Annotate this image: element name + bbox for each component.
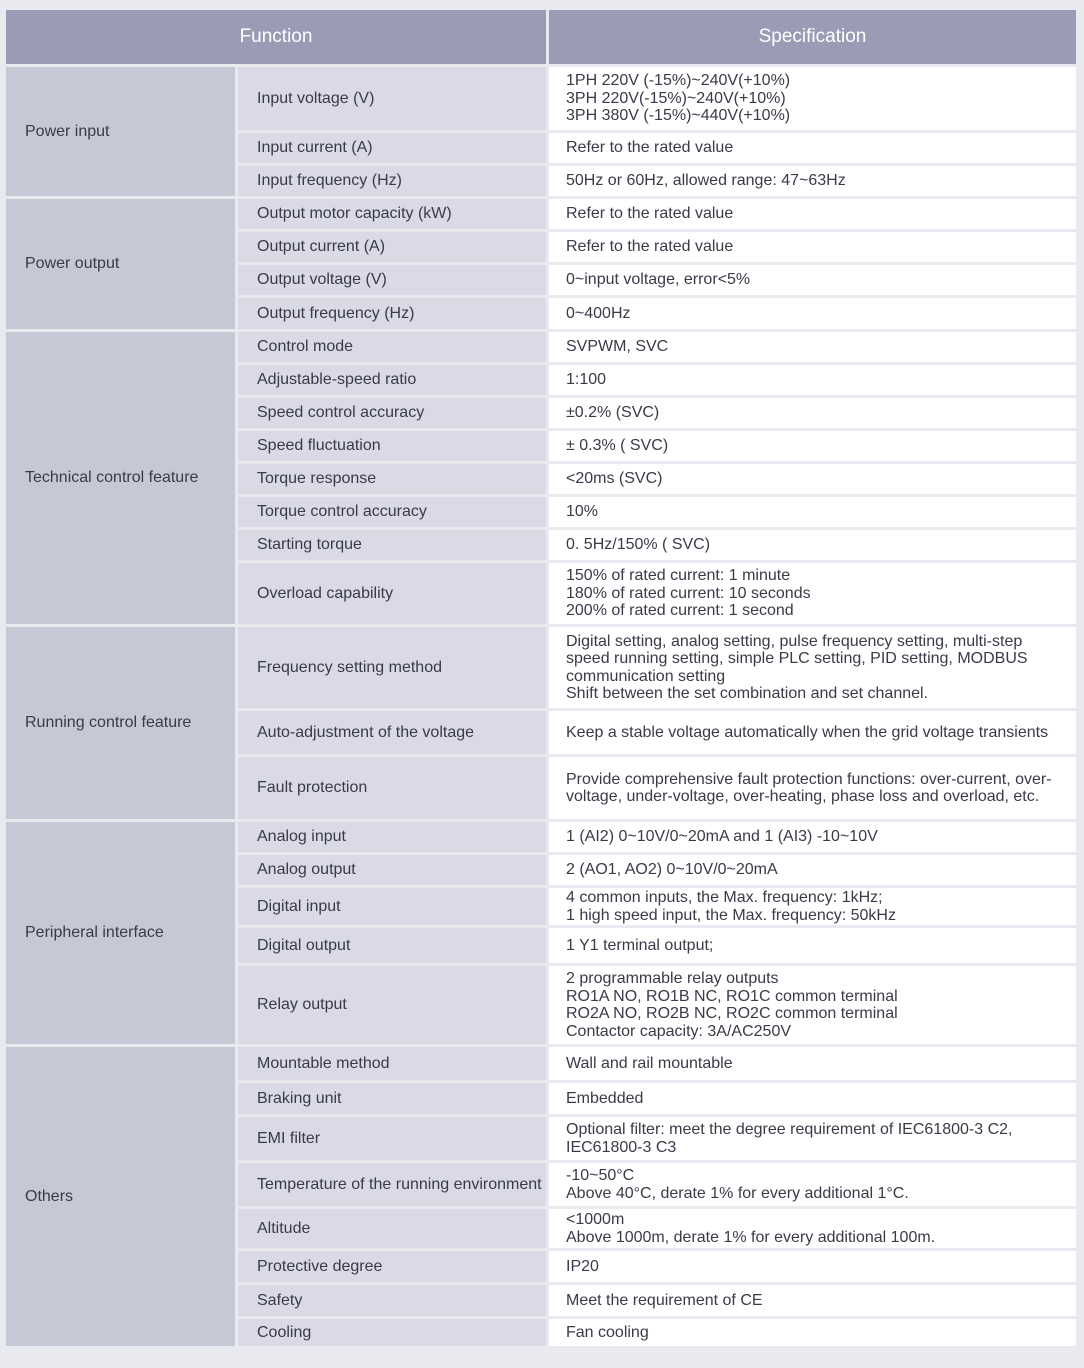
specification-line: Refer to the rated value [566, 205, 734, 223]
specification-cell [549, 67, 1076, 133]
specification-line: 1 Y1 terminal output; [566, 936, 714, 954]
function-cell: Output motor capacity (kW) [238, 199, 549, 232]
specification-line: IP20 [566, 1257, 599, 1275]
group-label: Power input [6, 67, 238, 199]
table-body [6, 67, 1076, 1349]
function-header: Function [6, 10, 549, 67]
specification-cell [549, 332, 1076, 365]
specification-line: 180% of rated current: 10 seconds [566, 584, 811, 602]
function-cell: Analog output [238, 855, 549, 888]
specification-cell [549, 431, 1076, 464]
specification-line: Embedded [566, 1089, 644, 1107]
specification-line: 200% of rated current: 1 second [566, 602, 794, 620]
function-cell: Analog input [238, 822, 549, 855]
specification-line: 1 (AI2) 0~10V/0~20mA and 1 (AI3) -10~10V [566, 828, 878, 846]
specification-line: Shift between the set combination and set channel. [566, 685, 929, 702]
function-cell: Mountable method [238, 1047, 549, 1083]
specification-line: 10% [566, 503, 599, 521]
specification-cell [549, 966, 1076, 1047]
specification-cell [549, 497, 1076, 530]
function-cell: Speed control accuracy [238, 398, 549, 431]
function-cell: Protective degree [238, 1251, 549, 1285]
specification-line: Keep a stable voltage automatically when the grid voltage transients [566, 723, 1049, 741]
specification-cell [549, 265, 1076, 298]
specification-cell [549, 711, 1076, 757]
group-label: Running control feature [6, 627, 238, 822]
specification-line: Contactor capacity: 3A/AC250V [566, 1022, 792, 1040]
function-cell: Altitude [238, 1209, 549, 1251]
specification-line: Optional filter: meet the degree requirement of IEC61800-3 C2, IEC61800-3 C3 [566, 1121, 1013, 1156]
specification-line: 150% of rated current: 1 minute [566, 567, 791, 585]
specification-line: -10~50°C [566, 1167, 635, 1184]
group-label: Power output [6, 199, 238, 332]
specification-cell [549, 464, 1076, 497]
specification-cell [549, 627, 1076, 711]
table-row [6, 332, 1076, 365]
function-cell: Digital input [238, 888, 549, 928]
specification-line: SVPWM, SVC [566, 338, 669, 356]
specification-line: 50Hz or 60Hz, allowed range: 47~63Hz [566, 172, 846, 190]
group-label: Technical control feature [6, 332, 238, 627]
function-cell: Braking unit [238, 1083, 549, 1117]
specification-line: <20ms (SVC) [566, 470, 663, 488]
function-cell: Cooling [238, 1319, 549, 1349]
specification-line: RO2A NO, RO2B NC, RO2C common terminal [566, 1005, 898, 1022]
specification-cell [549, 1285, 1076, 1319]
specification-cell [549, 1209, 1076, 1251]
specification-line: 2 programmable relay outputs [566, 970, 779, 987]
specification-line: 0~400Hz [566, 304, 631, 322]
function-cell: Torque response [238, 464, 549, 497]
table-row [6, 67, 1076, 133]
specification-cell [549, 1117, 1076, 1163]
specification-line: Refer to the rated value [566, 238, 734, 256]
table-row [6, 199, 1076, 232]
specification-cell [549, 928, 1076, 966]
function-cell: Input frequency (Hz) [238, 166, 549, 199]
function-cell: Fault protection [238, 757, 549, 822]
function-cell: EMI filter [238, 1117, 549, 1163]
function-cell: Auto-adjustment of the voltage [238, 711, 549, 757]
table-header-row [6, 10, 1076, 67]
function-cell: Control mode [238, 332, 549, 365]
specification-line: <1000m [566, 1211, 625, 1228]
specification-cell [549, 822, 1076, 855]
specification-line: 0~input voltage, error<5% [566, 271, 751, 289]
specification-cell [549, 1163, 1076, 1209]
specification-line: 1 high speed input, the Max. frequency: 50kHz [566, 906, 896, 924]
specification-line: Above 40°C, derate 1% for every additional 1°C. [566, 1184, 909, 1202]
specification-line: ±0.2% (SVC) [566, 404, 660, 422]
specification-line: Above 1000m, derate 1% for every additional 100m. [566, 1228, 936, 1246]
specification-cell [549, 133, 1076, 166]
specification-cell [549, 166, 1076, 199]
specification-cell [549, 1083, 1076, 1117]
function-cell: Output voltage (V) [238, 265, 549, 298]
function-cell: Safety [238, 1285, 549, 1319]
specification-cell [549, 563, 1076, 627]
specification-cell [549, 365, 1076, 398]
function-cell: Starting torque [238, 530, 549, 563]
function-cell: Output current (A) [238, 232, 549, 265]
function-cell: Temperature of the running environment [238, 1163, 549, 1209]
specification-line: Digital setting, analog setting, pulse frequency setting, multi-step speed running setting, simple PLC setting, PID setting, MODBUS communication setting [566, 632, 1028, 685]
function-cell: Frequency setting method [238, 627, 549, 711]
function-cell: Speed fluctuation [238, 431, 549, 464]
function-cell: Relay output [238, 966, 549, 1047]
specification-line: 1PH 220V (-15%)~240V(+10%) [566, 72, 791, 90]
specification-cell [549, 530, 1076, 563]
specification-line: 3PH 380V (-15%)~440V(+10%) [566, 107, 791, 125]
spec-table [6, 10, 1076, 1349]
specification-line: 0. 5Hz/150% ( SVC) [566, 536, 711, 554]
function-cell: Output frequency (Hz) [238, 298, 549, 332]
group-label: Others [6, 1047, 238, 1349]
specification-cell [549, 888, 1076, 928]
specification-header: Specification [549, 10, 1076, 67]
specification-cell [549, 757, 1076, 822]
specification-cell [549, 232, 1076, 265]
function-cell: Adjustable-speed ratio [238, 365, 549, 398]
table-row [6, 822, 1076, 855]
specification-cell [549, 855, 1076, 888]
function-cell: Input voltage (V) [238, 67, 549, 133]
specification-line: 3PH 220V(-15%)~240V(+10%) [566, 89, 786, 107]
specification-line: Refer to the rated value [566, 139, 734, 157]
specification-cell [549, 398, 1076, 431]
specification-cell [549, 199, 1076, 232]
specification-line: RO1A NO, RO1B NC, RO1C common terminal [566, 987, 898, 1005]
specification-line: ± 0.3% ( SVC) [566, 437, 669, 455]
specification-cell [549, 1319, 1076, 1349]
specification-cell [549, 1251, 1076, 1285]
specification-line: Meet the requirement of CE [566, 1291, 763, 1309]
table-row [6, 1047, 1076, 1083]
function-cell: Torque control accuracy [238, 497, 549, 530]
specification-line: 4 common inputs, the Max. frequency: 1kHz; [566, 889, 883, 906]
specification-cell [549, 1047, 1076, 1083]
table-row [6, 627, 1076, 711]
specification-line: 2 (AO1, AO2) 0~10V/0~20mA [566, 861, 778, 879]
function-cell: Overload capability [238, 563, 549, 627]
function-cell: Input current (A) [238, 133, 549, 166]
function-cell: Digital output [238, 928, 549, 966]
specification-line: Fan cooling [566, 1323, 649, 1341]
specification-cell [549, 298, 1076, 332]
specification-line: Wall and rail mountable [566, 1054, 733, 1072]
specification-line: Provide comprehensive fault protection functions: over-current, over-voltage, under-voltage, over-heating, phase loss and overload, etc. [566, 770, 1052, 805]
specification-line: 1:100 [566, 371, 607, 389]
group-label: Peripheral interface [6, 822, 238, 1047]
